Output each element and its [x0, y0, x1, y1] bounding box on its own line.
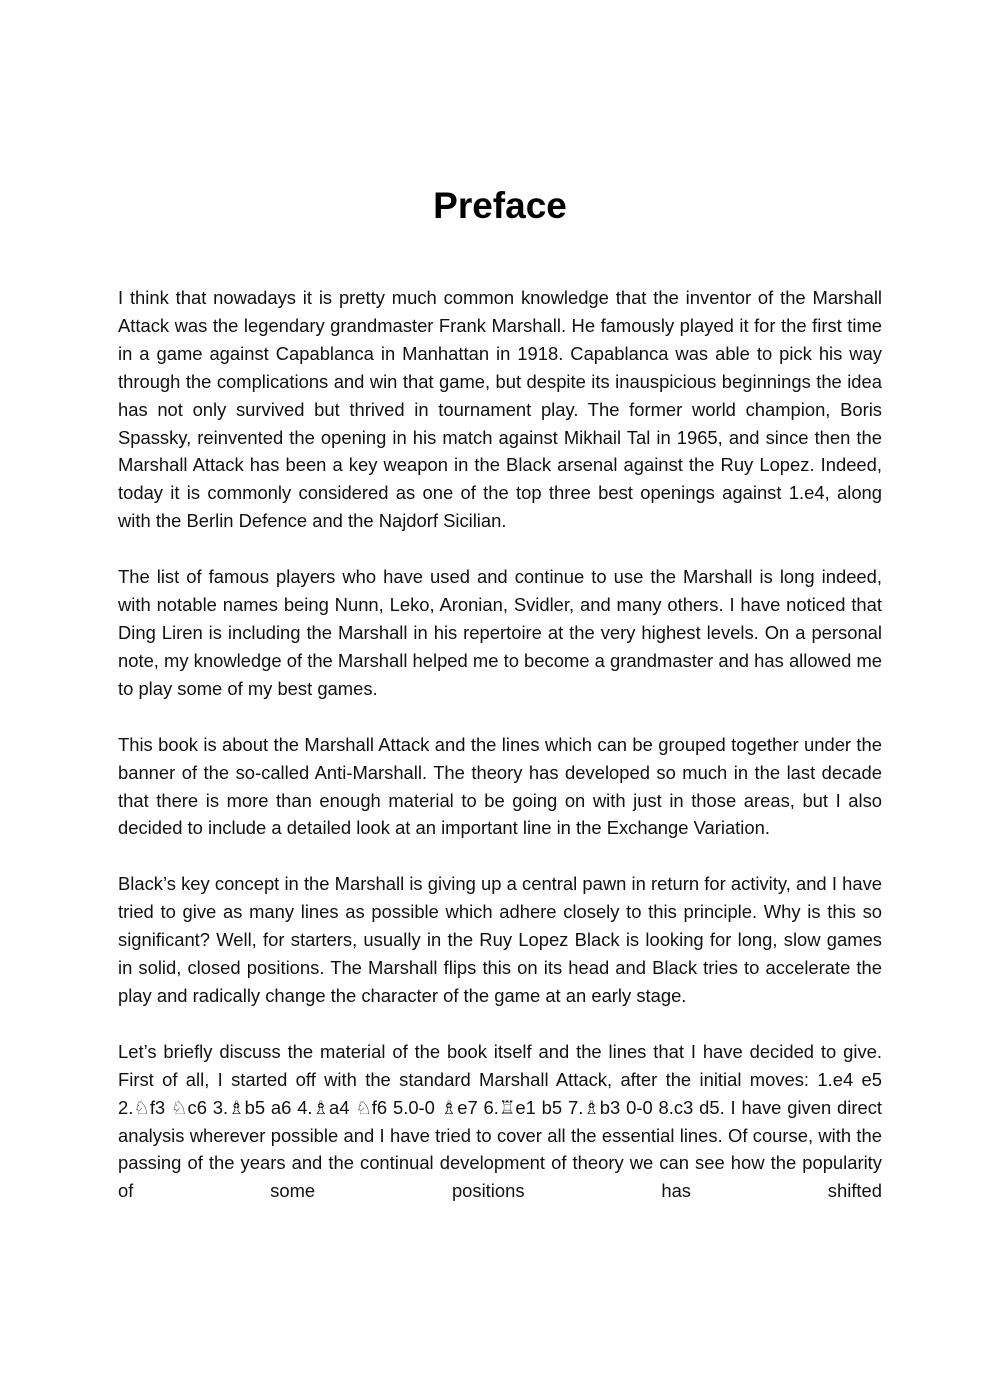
- paragraph: This book is about the Marshall Attack and the lines which can be grouped together under the banner of the so-called Anti-Marshall. The theory has developed so much in the last decade that there is more than enough material to be going on with just in those areas, but I also decided to include a detailed look at an important line in the Exchange Variation.: [118, 733, 882, 839]
- paragraph: Let’s briefly discuss the material of the book itself and the lines that I have decided to give. First of all, I started off with the standard Marshall Attack, after the initial moves: 1.e4 e5 2.♘f3 ♘c6 3.♗b5 a6 4.♗a4 ♘f6 5.0-0 ♗e7 6.♖e1 b5 7.♗b3 0-0 8.c3 d5. I have given direct analysis wherever possible and I have tried to cover all the essential lines. Of course, with the passing of the years and the continual development of theory we can see how the popularity of some positions has shifted: [118, 1040, 882, 1202]
- body-text: [118, 284, 882, 1205]
- page-title: Preface: [433, 185, 567, 226]
- paragraph: I think that nowadays it is pretty much common knowledge that the inventor of the Marshall Attack was the legendary grandmaster Frank Marshall. He famously played it for the first time in a game against Capablanca in Manhattan in 1918. Capablanca was able to pick his way through the complications and win that game, but despite its inauspicious beginnings the idea has not only survived but thrived in tournament play. The former world champion, Boris Spassky, reinvented the opening in his match against Mikhail Tal in 1965, and since then the Marshall Attack has been a key weapon in the Black arsenal against the Ruy Lopez. Indeed, today it is commonly considered as one of the top three best openings against 1.e4, along with the Berlin Defence and the Najdorf Sicilian.: [118, 287, 882, 532]
- paragraph: The list of famous players who have used and continue to use the Marshall is long indeed, with notable names being Nunn, Leko, Aronian, Svidler, and many others. I have noticed that Ding Liren is including the Marshall in his repertoire at the very highest levels. On a personal note, my knowledge of the Marshall helped me to become a grandmaster and has allowed me to play some of my best games.: [118, 566, 882, 699]
- paragraph: Black’s key concept in the Marshall is giving up a central pawn in return for activity, and I have tried to give as many lines as possible which adhere closely to this principle. Why is this so significant? Well, for starters, usually in the Ruy Lopez Black is looking for long, slow games in solid, closed positions. The Marshall flips this on its head and Black tries to accelerate the play and radically change the character of the game at an early stage.: [118, 873, 882, 1006]
